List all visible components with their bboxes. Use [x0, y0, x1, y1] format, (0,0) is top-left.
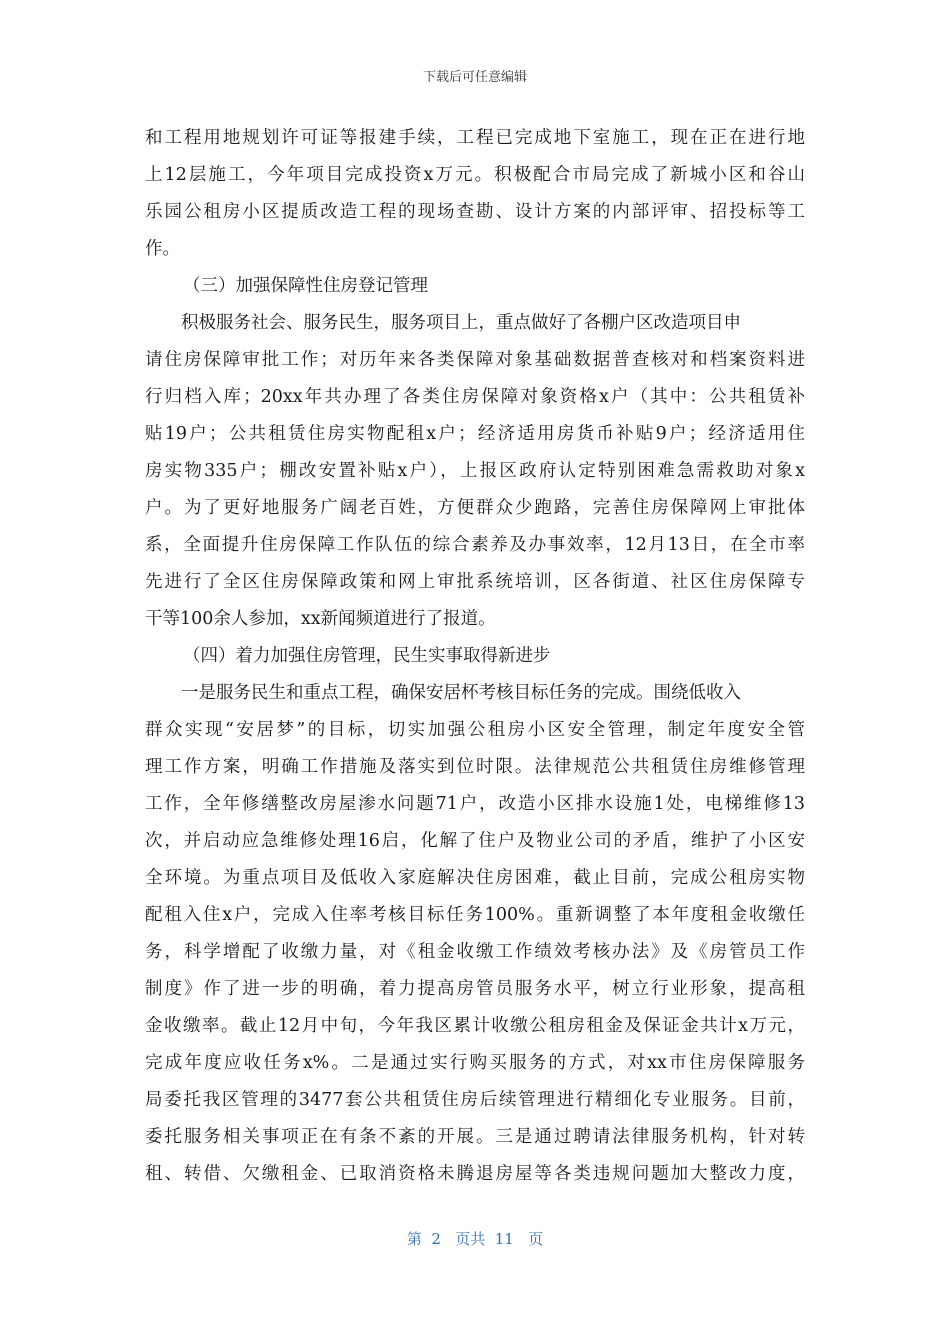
body-text-line: 群众实现“安居梦”的目标，切实加强公租房小区安全管理，制定年度安全管	[145, 720, 805, 740]
section-heading: （四）着力加强住房管理，民生实事取得新进步	[183, 646, 551, 666]
body-text-line: 乐园公租房小区提质改造工程的现场查勘、设计方案的内部评审、招投标等工	[145, 202, 805, 222]
body-text-line: 次，并启动应急维修处理16启，化解了住户及物业公司的矛盾，维护了小区安	[145, 831, 805, 851]
body-text-line: 系，全面提升住房保障工作队伍的综合素养及办事效率，12月13日，在全市率	[145, 535, 805, 555]
body-text-line: 干等100余人参加，xx新闻频道进行了报道。	[145, 609, 496, 629]
page-header-note: 下载后可任意编辑	[422, 70, 527, 85]
body-text-line: 金收缴率。截止12月中旬，今年我区累计收缴公租房租金及保证金共计x万元，	[145, 1016, 805, 1036]
body-text-line: 局委托我区管理的3477套公共租赁住房后续管理进行精细化专业服务。目前，	[145, 1090, 805, 1110]
body-text-line: 完成年度应收任务x%。二是通过实行购买服务的方式，对xx市住房保障服务	[145, 1053, 805, 1073]
page-footer: 第 2 页共 11 页	[406, 1230, 544, 1248]
body-text-line: 房实物335户；棚改安置补贴x户），上报区政府认定特别困难急需救助对象x	[145, 461, 805, 481]
body-text-line: 委托服务相关事项正在有条不紊的开展。三是通过聘请法律服务机构，针对转	[145, 1127, 805, 1147]
body-text-line: 户。为了更好地服务广阔老百姓，方便群众少跑路，完善住房保障网上审批体	[145, 498, 805, 518]
body-text-line: 租、转借、欠缴租金、已取消资格未腾退房屋等各类违规问题加大整改力度，	[145, 1164, 805, 1184]
body-text-line: 行归档入库；20xx年共办理了各类住房保障对象资格x户（其中：公共租赁补	[145, 387, 805, 407]
body-text-line: 全环境。为重点项目及低收入家庭解决住房困难，截止目前，完成公租房实物	[145, 868, 805, 888]
body-text-line: 制度》作了进一步的明确，着力提高房管员服务水平，树立行业形象，提高租	[145, 979, 805, 999]
body-text-line: 配租入住x户，完成入住率考核目标任务100%。重新调整了本年度租金收缴任	[145, 905, 805, 925]
body-text-line: 务，科学增配了收缴力量，对《租金收缴工作绩效考核办法》及《房管员工作	[145, 942, 805, 962]
body-text-line: 和工程用地规划许可证等报建手续，工程已完成地下室施工，现在正在进行地	[145, 128, 805, 148]
body-text-line: 一是服务民生和重点工程，确保安居杯考核目标任务的完成。围绕低收入	[181, 683, 741, 703]
document-body	[145, 120, 805, 1193]
body-text-line: 请住房保障审批工作；对历年来各类保障对象基础数据普查核对和档案资料进	[145, 350, 805, 370]
body-text-line: 上12层施工，今年项目完成投资x万元。积极配合市局完成了新城小区和谷山	[145, 165, 805, 185]
body-text-line: 积极服务社会、服务民生，服务项目上，重点做好了各棚户区改造项目申	[181, 313, 741, 333]
section-heading: （三）加强保障性住房登记管理	[183, 276, 428, 296]
body-text-line: 作。	[145, 239, 180, 259]
body-text-line: 工作，全年修缮整改房屋渗水问题71户，改造小区排水设施1处，电梯维修13	[145, 794, 805, 814]
body-text-line: 理工作方案，明确工作措施及落实到位时限。法律规范公共租赁住房维修管理	[145, 757, 805, 777]
body-text-line: 贴19户；公共租赁住房实物配租x户；经济适用房货币补贴9户；经济适用住	[145, 424, 805, 444]
body-text-line: 先进行了全区住房保障政策和网上审批系统培训，区各街道、社区住房保障专	[145, 572, 805, 592]
